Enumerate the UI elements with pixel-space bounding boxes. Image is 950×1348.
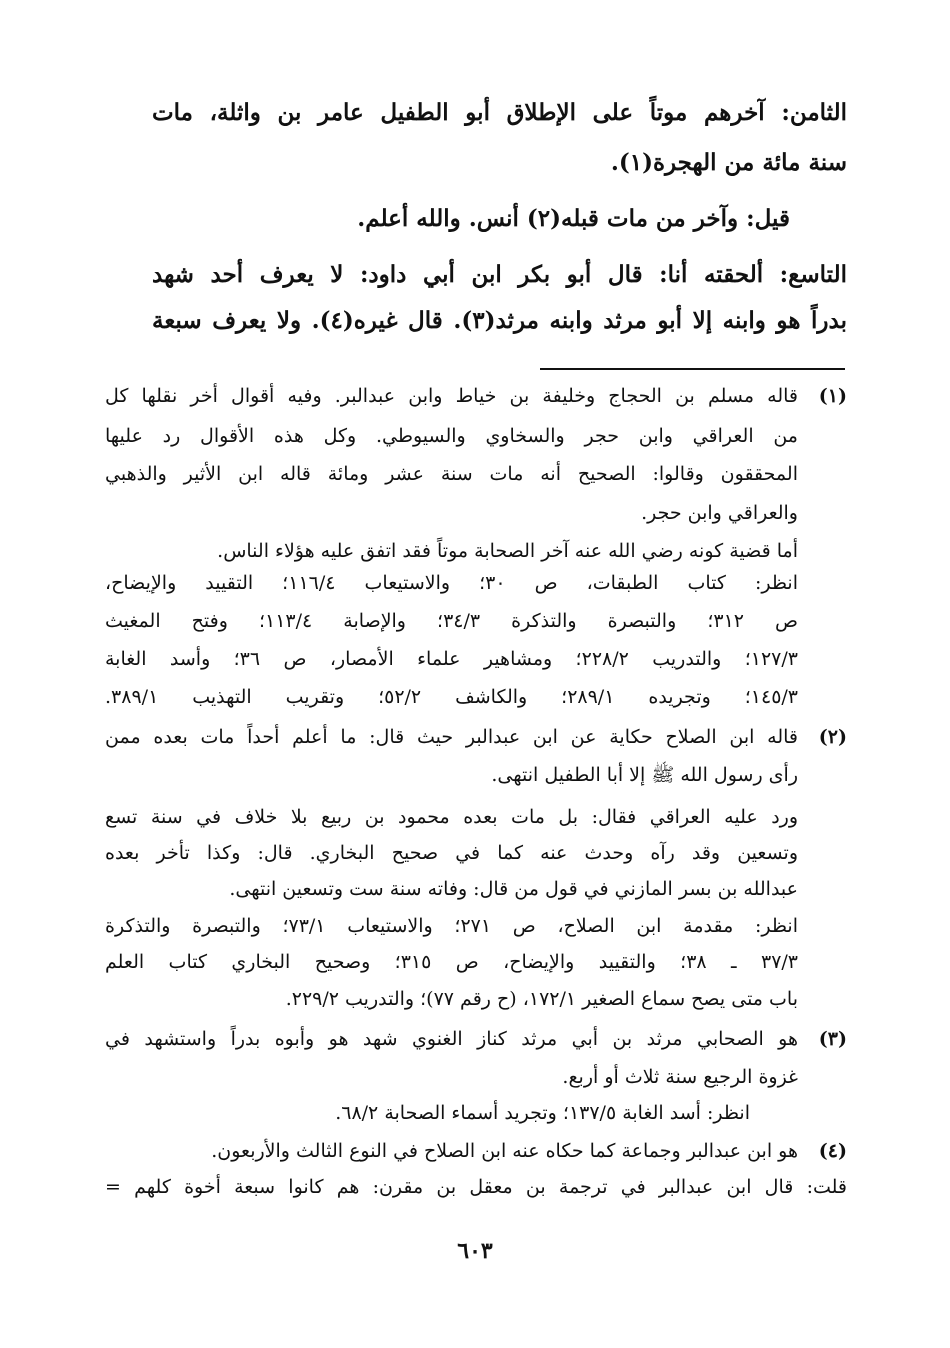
footnote-number: (٢) — [818, 726, 847, 748]
body-line: بدراً هو وابنه إلا أبو مرثد وابنه مرثد(٣). قال غيره(٤). ولا يعرف سبعة — [152, 307, 847, 334]
footnote-line: من العراقي وابن حجر والسخاوي والسيوطي. وكل هذه الأقوال رد عليها — [105, 425, 798, 447]
footnote-line: ص ٣١٢؛ والتبصرة والتذكرة ٣٤/٣؛ والإصابة ١١٣/٤؛ وفتح المغيث — [105, 610, 799, 632]
footnote-line: وتسعين وقد رآه وحدث عنه كما في صحيح البخاري. قال: وكذا تأخر بعده — [105, 842, 798, 864]
body-line: قيل: وآخر من مات قبله(٢) أنس. والله أعلم. — [357, 205, 790, 232]
footnote-number: (١) — [818, 385, 847, 407]
footnote-line: غزوة الرجيع سنة ثلاث أو أربع. — [562, 1066, 798, 1088]
footnote-line: هو ابن عبدالبر وجماعة كما حكاه عنه ابن الصلاح في النوع الثالث والأربعون. — [211, 1140, 798, 1162]
footnote-line: والعراقي وابن حجر. — [641, 502, 798, 524]
footnote-line: ١٢٧/٣؛ والتدريب ٢٢٨/٢؛ ومشاهير علماء الأمصار، ص ٣٦؛ وأسد الغابة — [105, 648, 798, 670]
footnote-line: انظر: مقدمة ابن الصلاح، ص ٢٧١؛ والاستيعاب ٧٣/١؛ والتبصرة والتذكرة — [105, 915, 798, 937]
page-number: ٦٠٣ — [457, 1238, 493, 1264]
body-line: الثامن: آخرهم موتاً على الإطلاق أبو الطفيل عامر بن واثلة، مات — [152, 99, 847, 126]
footnote-line: انظر: أسد الغابة ١٣٧/٥؛ وتجريد أسماء الصحابة ٦٨/٢. — [335, 1102, 750, 1124]
footnote-line: رأى رسول الله ﷺ إلا أبا الطفيل انتهى. — [491, 764, 798, 786]
footnote-line: قاله مسلم بن الحجاج وخليفة بن خياط وابن عبدالبر. وفيه أقوال أخر نقلها كل — [105, 385, 798, 407]
footnote-line: أما قضية كونه رضي الله عنه آخر الصحابة موتاً فقد اتفق عليه هؤلاء الناس. — [217, 540, 798, 562]
footnote-line: ورد عليه العراقي فقال: بل مات بعده محمود بن ربيع بلا خلاف في سنة تسع — [105, 806, 798, 828]
footnote-line: ٣٧/٣ ـ ٣٨؛ والتقييد والإيضاح، ص ٣١٥؛ وصحيح البخاري كتاب العلم — [105, 951, 799, 973]
footnote-line: قاله ابن الصلاح حكاية عن ابن عبدالبر حيث قال: ما أعلم أحداً مات بعده ممن — [105, 726, 798, 748]
footnote-line: قلت: قال ابن عبدالبر في ترجمة بن معقل بن مقرن: هم كانوا سبعة أخوة كلهم = — [105, 1176, 847, 1198]
footnote-number: (٣) — [818, 1028, 847, 1050]
footnote-line: انظر: كتاب الطبقات، ص ٣٠؛ والاستيعاب ١١٦/٤؛ التقييد والإيضاح، — [105, 572, 798, 594]
body-line: سنة مائة من الهجرة(١). — [610, 149, 847, 176]
footnote-line: ١٤٥/٣؛ وتجريده ٢٨٩/١؛ والكاشف ٥٢/٢؛ وتقريب التهذيب ٣٨٩/١. — [105, 686, 799, 708]
footnote-line: باب متى يصح سماع الصغير ١٧٢/١، (ح رقم ٧٧)؛ والتدريب ٢٢٩/٢. — [285, 988, 798, 1010]
body-line: التاسع: ألحقته أنا: قال أبو بكر ابن أبي داود: لا يعرف أحد شهد — [152, 261, 847, 288]
footnote-number: (٤) — [818, 1140, 847, 1162]
footnote-line: عبدالله بن بسر المازني في قول من قال: وفاته سنة ست وتسعين انتهى. — [229, 878, 798, 900]
footnote-line: المحققون وقالوا: الصحيح أنه مات سنة عشر ومائة قاله ابن الأثير والذهبي — [105, 463, 798, 485]
footnote-line: هو الصحابي مرثد بن أبي مرثد كناز الغنوي شهد هو وأبوه بدراً واستشهد في — [105, 1028, 798, 1050]
footnote-separator — [540, 368, 845, 370]
